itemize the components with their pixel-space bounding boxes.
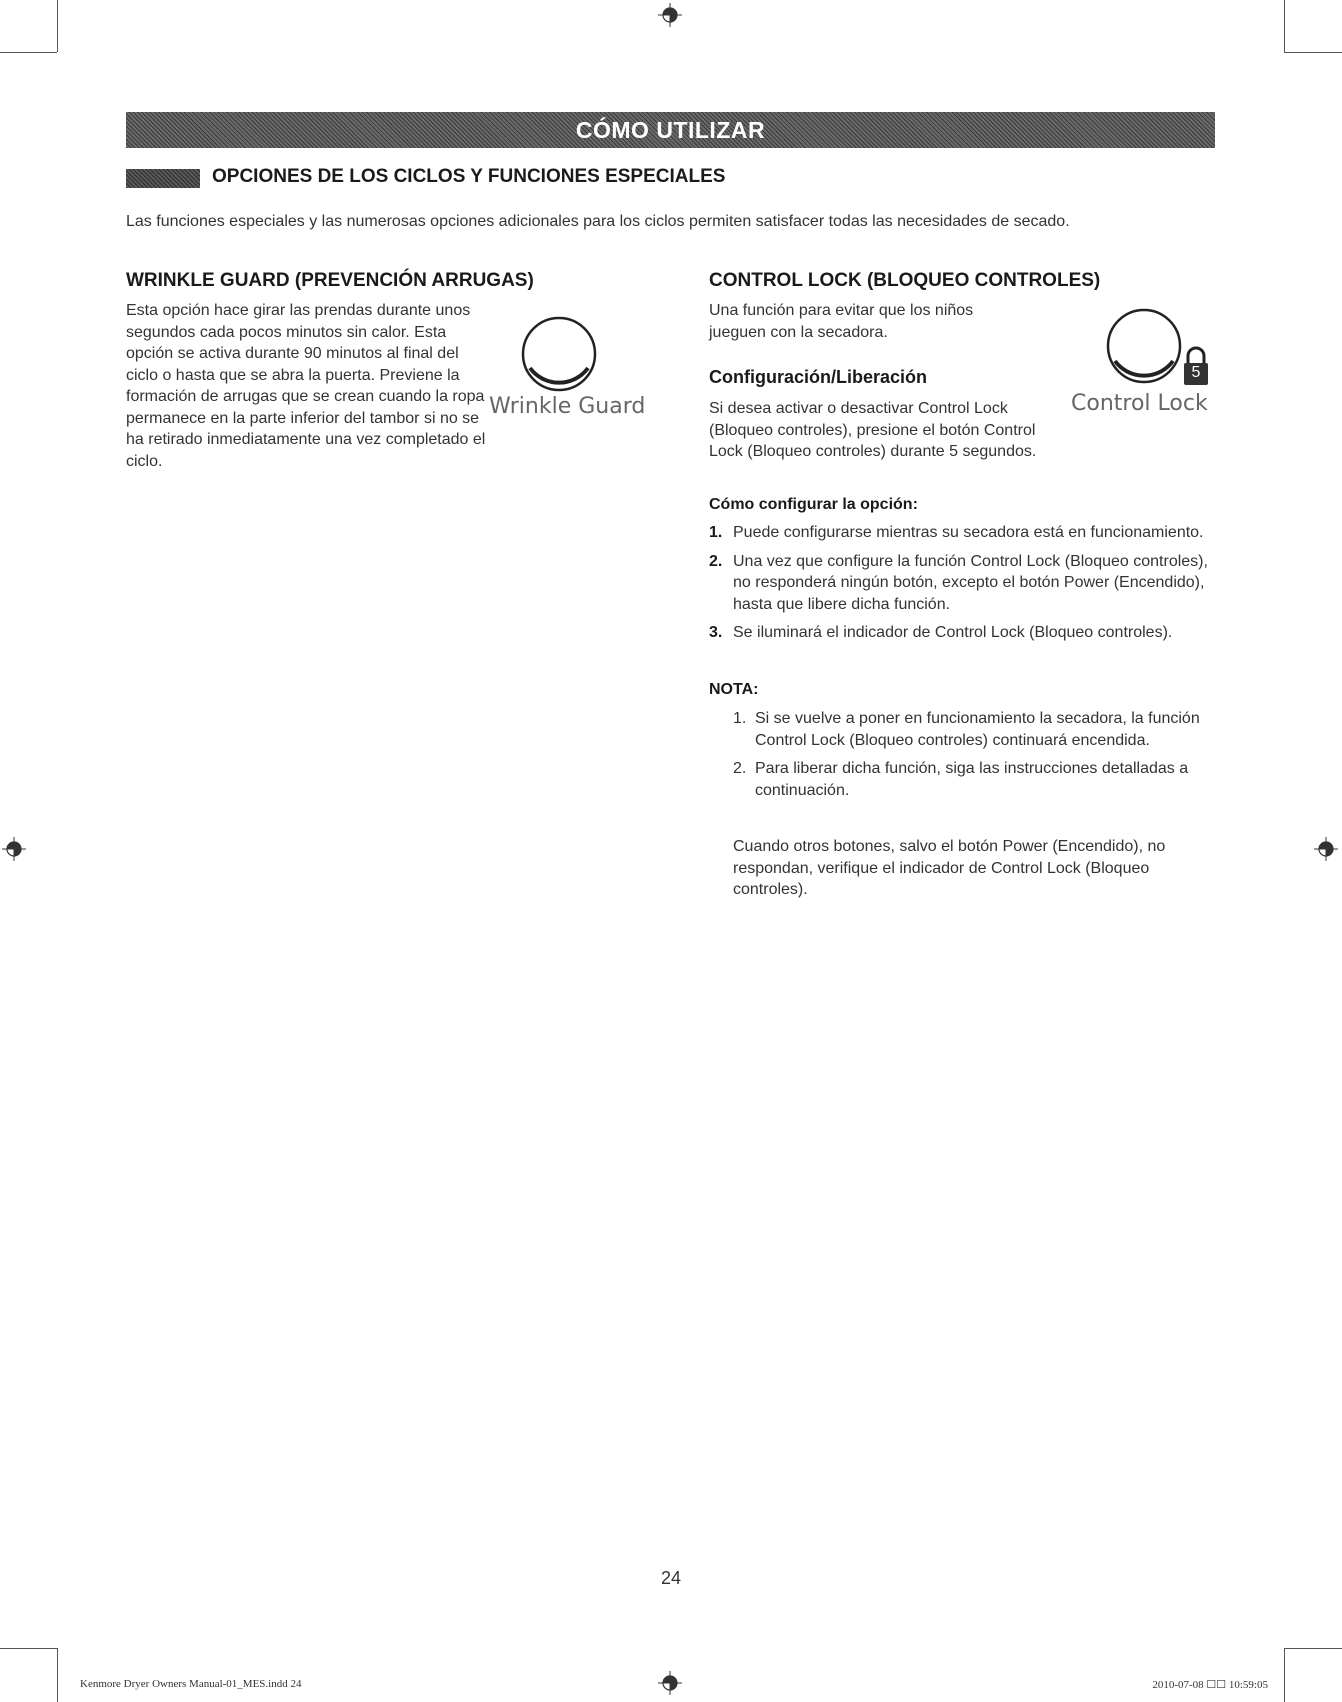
wrinkle-guard-body: Esta opción hace girar las prendas durante unos segundos cada pocos minutos sin calor. Esta opción se activa durante 90 minutos al final del ciclo o hasta que se abra la puerta. Previene la formación de arrugas que se crean cuando la ropa permanece en la parte inferior del tambor si no se ha retirado inmediatamente una vez completado el ciclo. bbox=[126, 302, 486, 470]
note-footer: Cuando otros botones, salvo el botón Power (Encendido), no respondan, verifique el indicador de Control Lock (Bloqueo controles). bbox=[733, 838, 1166, 898]
banner-title: CÓMO UTILIZAR bbox=[575, 116, 766, 143]
step-number: 3. bbox=[709, 624, 723, 641]
list-item bbox=[709, 622, 1219, 644]
step-text: Puede configurarse mientras su secadora está en funcionamiento. bbox=[733, 524, 1204, 541]
wrinkle-guard-button-icon bbox=[520, 315, 598, 393]
control-lock-title: CONTROL LOCK (BLOQUEO CONTROLES) bbox=[709, 270, 1101, 291]
control-lock-icon-label: Control Lock bbox=[1071, 391, 1208, 416]
registration-mark-icon bbox=[1, 836, 27, 862]
registration-mark-icon bbox=[657, 2, 683, 28]
configuration-body: Si desea activar o desactivar Control Lock (Bloqueo controles), presione el botón Control Lock (Bloqueo controles) durante 5 segundos. bbox=[709, 400, 1037, 460]
section-title: OPCIONES DE LOS CICLOS Y FUNCIONES ESPECIALES bbox=[212, 166, 726, 187]
control-lock-intro: Una función para evitar que los niños jueguen con la secadora. bbox=[709, 302, 974, 341]
note-text: Para liberar dicha función, siga las instrucciones detalladas a continuación. bbox=[755, 760, 1189, 799]
crop-mark bbox=[0, 1648, 57, 1649]
footer-timestamp: 2010-07-08 ☐☐ 10:59:05 bbox=[1152, 1679, 1268, 1691]
page-banner bbox=[126, 112, 1215, 148]
list-item bbox=[733, 708, 1223, 751]
crop-mark bbox=[57, 1648, 58, 1702]
step-number: 1. bbox=[709, 524, 723, 541]
crop-mark bbox=[57, 0, 58, 52]
how-to-title: Cómo configurar la opción: bbox=[709, 496, 918, 513]
step-number: 2. bbox=[709, 552, 723, 570]
step-text: Se iluminará el indicador de Control Lock (Bloqueo controles). bbox=[733, 624, 1173, 641]
crop-mark bbox=[1284, 0, 1285, 52]
note-text: Si se vuelve a poner en funcionamiento la secadora, la función Control Lock (Bloqueo controles) continuará encendida. bbox=[755, 710, 1200, 749]
control-lock-badge: 5 bbox=[1191, 364, 1201, 381]
footer-file-name: Kenmore Dryer Owners Manual-01_MES.indd 24 bbox=[80, 1678, 302, 1690]
note-title: NOTA: bbox=[709, 681, 759, 698]
step-text: Una vez que configure la función Control Lock (Bloqueo controles), no responderá ningún botón, excepto el botón Power (Encendido), hasta que libere dicha función. bbox=[733, 552, 1208, 613]
configuration-subtitle: Configuración/Liberación bbox=[709, 367, 928, 387]
page-number: 24 bbox=[660, 1568, 682, 1588]
list-item bbox=[709, 551, 1219, 616]
crop-mark bbox=[1284, 1648, 1342, 1649]
note-number: 1. bbox=[733, 710, 747, 727]
list-item bbox=[709, 522, 1219, 544]
wrinkle-guard-title: WRINKLE GUARD (PREVENCIÓN ARRUGAS) bbox=[126, 270, 534, 291]
crop-mark bbox=[1284, 1648, 1285, 1702]
crop-mark bbox=[1284, 52, 1342, 53]
section-marker bbox=[126, 169, 200, 188]
note-number: 2. bbox=[733, 760, 747, 777]
registration-mark-icon bbox=[1313, 836, 1339, 862]
registration-mark-icon bbox=[657, 1670, 683, 1696]
note-list bbox=[733, 708, 1223, 808]
section-intro: Las funciones especiales y las numerosas opciones adicionales para los ciclos permiten satisfacer todas las necesidades de secado. bbox=[126, 213, 1070, 230]
list-item bbox=[733, 758, 1223, 801]
wrinkle-guard-icon-label: Wrinkle Guard bbox=[489, 394, 646, 419]
crop-mark bbox=[0, 52, 57, 53]
how-to-steps bbox=[709, 522, 1219, 651]
